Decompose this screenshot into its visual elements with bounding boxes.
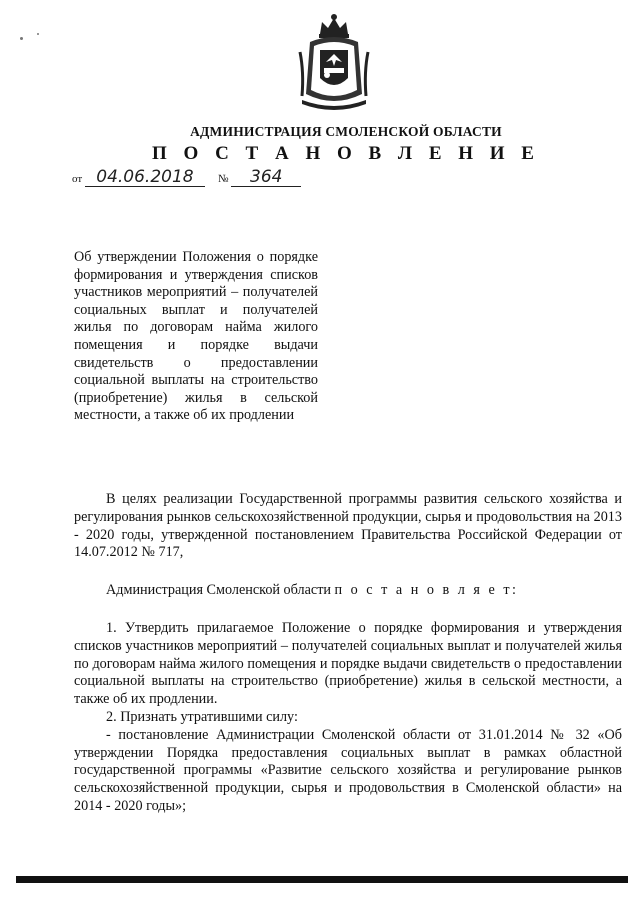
footer-rule <box>16 876 628 883</box>
date-prefix: от <box>72 173 83 185</box>
preamble-paragraph: В целях реализации Государственной программы развития сельского хозяйства и регулирования рынков сельскохозяйственной продукции, сырья и продовольствия на 2013 - 2020 годы, утвержденной постановлением Правительства Российской Федерации от 14.07.2012 № 717, <box>74 491 622 561</box>
item-1-paragraph: 1. Утвердить прилагаемое Положение о порядке формирования и утверждения списков участников мероприятий – получателей социальных выплат и получателей жилья по договорам найма жилого помещения и порядке выдачи свидетельств о предоставлении социальной выплаты на строительство (приобретение) жилья в сельской местности, а также об их продлении. <box>74 619 622 708</box>
decree-lead: Администрация Смоленской области <box>106 582 331 599</box>
document-subject: Об утверждении Положения о порядке формирования и утверждения списков участников мероприятий – получателей социальных выплат и получателей жилья по договорам найма жилого помещения и порядке выдачи свидетельств о предоставлении социальной выплаты на строительство (приобретение) жилья в сельской местности, а также об их продлении <box>74 249 318 424</box>
document-date-field <box>72 168 205 187</box>
item-2-subitem-1: - постановление Администрации Смоленской области от 31.01.2014 № 32 «Об утверждении Порядка предоставления социальных выплат в рамках областной государственной программы «Развитие сельского хозяйства и регулирование рынков сельскохозяйственной продукции, сырья и продовольствия в Смоленской области» на 2014 - 2020 годы»; <box>74 726 622 814</box>
coat-of-arms-emblem <box>296 12 372 112</box>
number-prefix: № <box>218 173 229 185</box>
handwritten-date: 04.06.2018 <box>85 168 205 187</box>
document-body <box>74 491 622 816</box>
organization-title: АДМИНИСТРАЦИЯ СМОЛЕНСКОЙ ОБЛАСТИ <box>190 124 502 139</box>
document-number-field <box>218 168 301 187</box>
handwritten-number: 364 <box>231 168 301 187</box>
item-2-paragraph: 2. Признать утратившими силу: <box>106 708 298 725</box>
scan-speck <box>37 33 39 35</box>
decree-paragraph <box>74 582 622 600</box>
scan-speck <box>20 37 23 40</box>
decree-verb: п о с т а н о в л я е т: <box>334 582 519 599</box>
document-type-title: П О С Т А Н О В Л Е Н И Е <box>152 143 540 164</box>
